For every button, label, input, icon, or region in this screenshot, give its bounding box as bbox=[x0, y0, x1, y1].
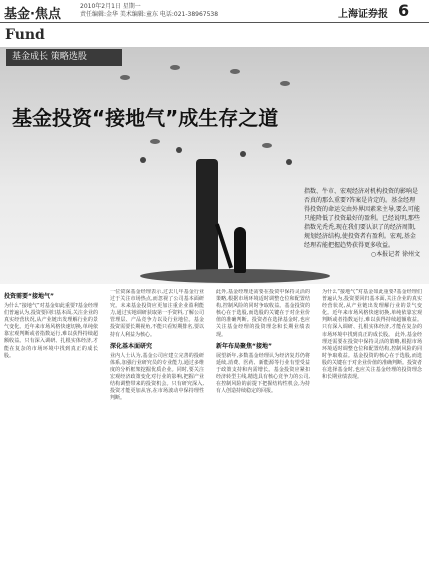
coin-icon bbox=[286, 159, 292, 165]
article-column bbox=[4, 289, 98, 577]
leaf-icon bbox=[170, 65, 180, 70]
article-paragraph: 此外,基金经理还需要在投资中保持灵活的策略,根据市场环境适时调整仓位和配置结构,控制风险的同时争取收益。基金投资的核心在于选股,而选股的关键在于对企业价值的准确判断。投资者在选择基金时,也应关注基金经理的投资理念和长期业绩表现。 bbox=[322, 331, 422, 381]
coin-icon bbox=[140, 157, 146, 163]
pull-quote bbox=[304, 187, 420, 259]
article-subheading: 深化基本面研究 bbox=[110, 342, 153, 350]
pull-quote-text: 指数、牛市、宏观经济对机构投资的影响是否真的那么重要?答案是肯定的。基金经理得投资的命运交由外界因素来主导,要么可能只能降低了投资最好的盈利。已经说明,那些指数光秃秃,现在我们要认识了的经济周期,规划经济结构,使投资者有盈利。宏观,基金经理若能把握趋势获得更多收益。 bbox=[304, 188, 420, 249]
coin-icon bbox=[176, 147, 182, 153]
gardener-silhouette bbox=[234, 227, 246, 273]
pull-quote-author: ○本报记者 徐州文 bbox=[370, 251, 420, 258]
newspaper-brand: 上海证券报 bbox=[338, 9, 388, 20]
section-name: 基金·焦点 bbox=[4, 7, 61, 22]
header-editor-info: 责任编辑:金华 美术编辑:童东 电话:021-38967538 bbox=[80, 11, 219, 18]
page-number: 6 bbox=[398, 1, 410, 20]
article-paragraph: 一位资深基金经理表示,过去几年基金行业过于关注市场热点,而忽视了公司基本面研究。未来基金投资应更加注重企业盈利能力,通过实地调研获取第一手资料,了解公司管理层、产品竞争力以及行业地位。基金投资需要长期视角,不能只看短期排名,要以持有人利益为核心。 bbox=[110, 289, 204, 338]
page-header bbox=[0, 0, 429, 23]
article-column bbox=[322, 289, 422, 577]
article-paragraph: 业内人士认为,基金公司应建立完善的投研体系,加强行业研究员的专业能力,通过多维度的分析框架挖掘优质企业。同时,要关注宏观经济政策变化对行业的影响,把握产业结构调整带来的投资机会。只有研究深入,投资才能更加从容,在市场波动中保持理性判断。 bbox=[110, 352, 204, 402]
section-label: Fund bbox=[5, 27, 45, 43]
leaf-icon bbox=[280, 81, 290, 86]
article-subheading: 新年布局聚焦“接地” bbox=[216, 342, 272, 350]
header-date: 2010年2月1日 星期一 bbox=[80, 3, 141, 10]
article-paragraph: 展望新年,多数基金经理认为经济复苏仍将延续,消费、医药、新能源等行业有望受益于政策支持和内需增长。基金投资应紧扣经济转型主线,精选具有核心竞争力的公司,在控制风险的前提下把握结构性机会,为持有人创造持续稳定的回报。 bbox=[216, 352, 310, 395]
article-column bbox=[216, 289, 310, 577]
article-body bbox=[4, 289, 425, 579]
article-subheading: 投资需要“接地气” bbox=[4, 293, 54, 300]
headline: 基金投资“接地气”成生存之道 bbox=[12, 106, 279, 130]
tree-trunk bbox=[196, 159, 218, 277]
leaf-icon bbox=[262, 143, 272, 148]
coin-icon bbox=[240, 151, 246, 157]
leaf-icon bbox=[150, 139, 160, 144]
column-tag: 基金成长 策略选股 bbox=[6, 49, 122, 66]
leaf-icon bbox=[120, 75, 130, 80]
leaf-icon bbox=[230, 69, 240, 74]
hero-illustration bbox=[0, 47, 429, 284]
header-meta bbox=[80, 3, 218, 19]
article-paragraph: 为什么“接地气”对基金如此重要?基金经理们普遍认为,投资要回归基本面,关注企业的真实经营状况,从产业链出发理解行业的景气变化。近年来市场风格快速切换,单纯依靠宏观判断或者指数运行,难以获得持续超额收益。只有深入调研、扎根实体经济,才能在复杂的市场环境中找到真正的成长股。 bbox=[4, 303, 98, 359]
article-column bbox=[110, 289, 204, 577]
article-paragraph: 此外,基金经理还需要在投资中保持灵活的策略,根据市场环境适时调整仓位和配置结构,控制风险的同时争取收益。基金投资的核心在于选股,而选股的关键在于对企业价值的准确判断。投资者在选择基金时,也应关注基金经理的投资理念和长期业绩表现。 bbox=[216, 289, 310, 338]
article-paragraph: 为什么“接地气”对基金如此重要?基金经理们普遍认为,投资要回归基本面,关注企业的真实经营状况,从产业链出发理解行业的景气变化。近年来市场风格快速切换,单纯依靠宏观判断或者指数运行,难以获得持续超额收益。只有深入调研、扎根实体经济,才能在复杂的市场环境中找到真正的成长股。 bbox=[322, 289, 422, 338]
